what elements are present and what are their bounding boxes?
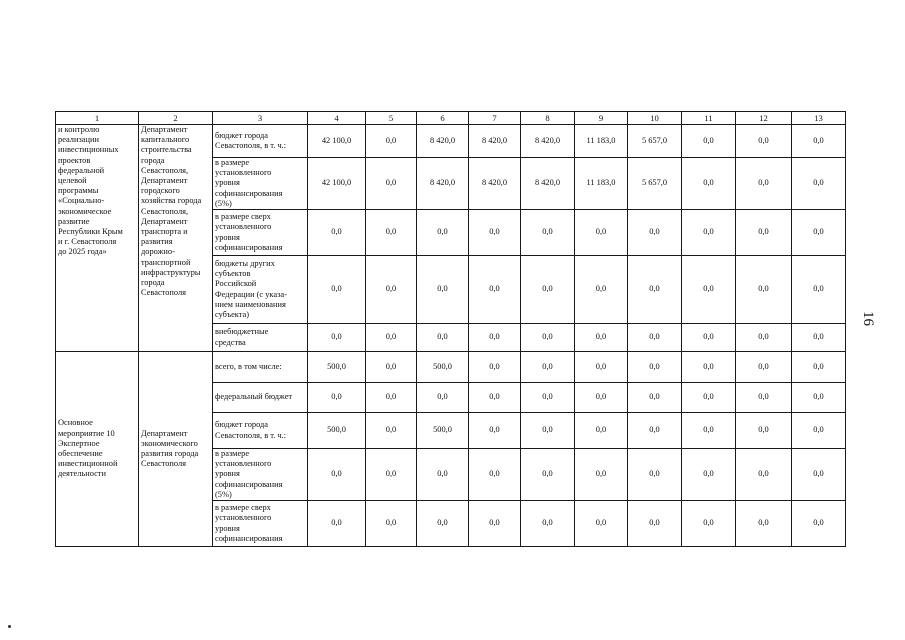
value-cell: 0,0: [469, 210, 521, 256]
funding-source-cell: бюджет города Севастополя, в т. ч.:: [213, 125, 308, 158]
value-cell: 500,0: [308, 352, 366, 383]
value-cell: 0,0: [469, 413, 521, 449]
header-cell: 9: [575, 112, 628, 125]
value-cell: 8 420,0: [469, 158, 521, 210]
value-cell: 8 420,0: [521, 158, 575, 210]
value-cell: 0,0: [521, 324, 575, 352]
value-cell: 5 657,0: [628, 158, 682, 210]
value-cell: 0,0: [736, 501, 792, 547]
funding-source-cell: всего, в том числе:: [213, 352, 308, 383]
value-cell: 0,0: [417, 383, 469, 413]
value-cell: 0,0: [308, 449, 366, 501]
value-cell: 0,0: [792, 324, 846, 352]
value-cell: 0,0: [682, 449, 736, 501]
value-cell: 0,0: [792, 352, 846, 383]
value-cell: 0,0: [308, 256, 366, 324]
value-cell: 0,0: [628, 501, 682, 547]
value-cell: 0,0: [682, 256, 736, 324]
value-cell: 0,0: [575, 449, 628, 501]
header-cell: 1: [56, 112, 139, 125]
value-cell: 0,0: [736, 125, 792, 158]
value-cell: 0,0: [366, 324, 417, 352]
value-cell: 11 183,0: [575, 125, 628, 158]
header-cell: 3: [213, 112, 308, 125]
value-cell: 0,0: [417, 256, 469, 324]
funding-source-cell: внебюджетные средства: [213, 324, 308, 352]
value-cell: 0,0: [682, 352, 736, 383]
value-cell: 0,0: [792, 158, 846, 210]
value-cell: 0,0: [628, 449, 682, 501]
header-cell: 7: [469, 112, 521, 125]
value-cell: 11 183,0: [575, 158, 628, 210]
table-row: [56, 352, 846, 383]
funding-source-cell: бюджет города Севастополя, в т. ч.:: [213, 413, 308, 449]
header-cell: 4: [308, 112, 366, 125]
value-cell: 500,0: [417, 352, 469, 383]
value-cell: 0,0: [792, 210, 846, 256]
value-cell: 0,0: [682, 324, 736, 352]
budget-table: [55, 111, 846, 547]
value-cell: 0,0: [792, 256, 846, 324]
header-cell: 12: [736, 112, 792, 125]
value-cell: 0,0: [628, 413, 682, 449]
value-cell: 0,0: [366, 413, 417, 449]
value-cell: 0,0: [575, 324, 628, 352]
funding-source-cell: в размере установленного уровня софинансирования (5%): [213, 158, 308, 210]
value-cell: 0,0: [736, 158, 792, 210]
value-cell: 0,0: [682, 413, 736, 449]
value-cell: 0,0: [575, 352, 628, 383]
value-cell: 0,0: [521, 210, 575, 256]
value-cell: 0,0: [575, 383, 628, 413]
value-cell: 0,0: [417, 449, 469, 501]
value-cell: 0,0: [736, 256, 792, 324]
value-cell: 0,0: [736, 210, 792, 256]
value-cell: 0,0: [469, 324, 521, 352]
value-cell: 0,0: [417, 324, 469, 352]
funding-source-cell: в размере сверх установленного уровня софинансирования: [213, 501, 308, 547]
value-cell: 0,0: [521, 501, 575, 547]
value-cell: 0,0: [792, 125, 846, 158]
value-cell: 0,0: [469, 501, 521, 547]
value-cell: 0,0: [736, 324, 792, 352]
value-cell: 0,0: [417, 210, 469, 256]
value-cell: 0,0: [628, 256, 682, 324]
value-cell: 0,0: [736, 383, 792, 413]
value-cell: 0,0: [792, 413, 846, 449]
value-cell: 0,0: [575, 413, 628, 449]
scan-speck: [8, 625, 11, 628]
value-cell: 8 420,0: [469, 125, 521, 158]
value-cell: 0,0: [628, 324, 682, 352]
value-cell: 8 420,0: [417, 158, 469, 210]
value-cell: 5 657,0: [628, 125, 682, 158]
value-cell: 0,0: [366, 210, 417, 256]
header-cell: 11: [682, 112, 736, 125]
executor-cell: Департамент капитального строительства города Севастополя, Департамент городского хозяйства города Севастополя, Департамент транспорта и развития дорожно- транспортной инфраструктуры города Севастополя: [139, 125, 213, 352]
value-cell: 0,0: [366, 383, 417, 413]
value-cell: 0,0: [792, 501, 846, 547]
value-cell: 0,0: [366, 352, 417, 383]
table-row: [56, 125, 846, 158]
value-cell: 0,0: [366, 125, 417, 158]
value-cell: 0,0: [628, 383, 682, 413]
value-cell: 42 100,0: [308, 158, 366, 210]
value-cell: 0,0: [521, 256, 575, 324]
value-cell: 0,0: [736, 352, 792, 383]
value-cell: 0,0: [792, 449, 846, 501]
value-cell: 0,0: [628, 210, 682, 256]
value-cell: 0,0: [682, 210, 736, 256]
value-cell: 0,0: [366, 158, 417, 210]
funding-source-cell: в размере сверх установленного уровня софинансирования: [213, 210, 308, 256]
value-cell: 0,0: [308, 383, 366, 413]
value-cell: 0,0: [366, 256, 417, 324]
header-cell: 6: [417, 112, 469, 125]
value-cell: 0,0: [682, 501, 736, 547]
value-cell: 0,0: [469, 352, 521, 383]
value-cell: 0,0: [682, 158, 736, 210]
value-cell: 0,0: [469, 256, 521, 324]
funding-source-cell: бюджеты других субъектов Российской Федерации (с указа- нием наименования субъекта): [213, 256, 308, 324]
funding-source-cell: в размере установленного уровня софинансирования (5%): [213, 449, 308, 501]
value-cell: 500,0: [417, 413, 469, 449]
value-cell: 0,0: [682, 383, 736, 413]
header-cell: 10: [628, 112, 682, 125]
value-cell: 8 420,0: [417, 125, 469, 158]
value-cell: 0,0: [521, 352, 575, 383]
value-cell: 0,0: [417, 501, 469, 547]
page-number: 16: [860, 311, 876, 326]
value-cell: 42 100,0: [308, 125, 366, 158]
value-cell: 0,0: [736, 449, 792, 501]
value-cell: 0,0: [575, 256, 628, 324]
value-cell: 0,0: [308, 324, 366, 352]
value-cell: 0,0: [792, 383, 846, 413]
value-cell: 8 420,0: [521, 125, 575, 158]
value-cell: 0,0: [575, 210, 628, 256]
value-cell: 0,0: [366, 501, 417, 547]
value-cell: 0,0: [575, 501, 628, 547]
value-cell: 0,0: [628, 352, 682, 383]
measure-name-cell: Основное мероприятие 10 Экспертное обеспечение инвестиционной деятельности: [56, 352, 139, 547]
value-cell: 0,0: [469, 383, 521, 413]
value-cell: 0,0: [308, 210, 366, 256]
value-cell: 0,0: [682, 125, 736, 158]
value-cell: 0,0: [736, 413, 792, 449]
value-cell: 0,0: [521, 383, 575, 413]
value-cell: 500,0: [308, 413, 366, 449]
header-cell: 5: [366, 112, 417, 125]
header-cell: 2: [139, 112, 213, 125]
header-row: [56, 112, 846, 125]
executor-cell: Департамент экономического развития города Севастополя: [139, 352, 213, 547]
measure-name-cell: и контролю реализации инвестиционных проектов федеральной целевой программы «Социально- экономическое развитие Республики Крым и г. Севастополя до 2025 года»: [56, 125, 139, 352]
header-cell: 8: [521, 112, 575, 125]
funding-source-cell: федеральный бюджет: [213, 383, 308, 413]
value-cell: 0,0: [308, 501, 366, 547]
value-cell: 0,0: [366, 449, 417, 501]
value-cell: 0,0: [521, 449, 575, 501]
value-cell: 0,0: [469, 449, 521, 501]
header-cell: 13: [792, 112, 846, 125]
value-cell: 0,0: [521, 413, 575, 449]
